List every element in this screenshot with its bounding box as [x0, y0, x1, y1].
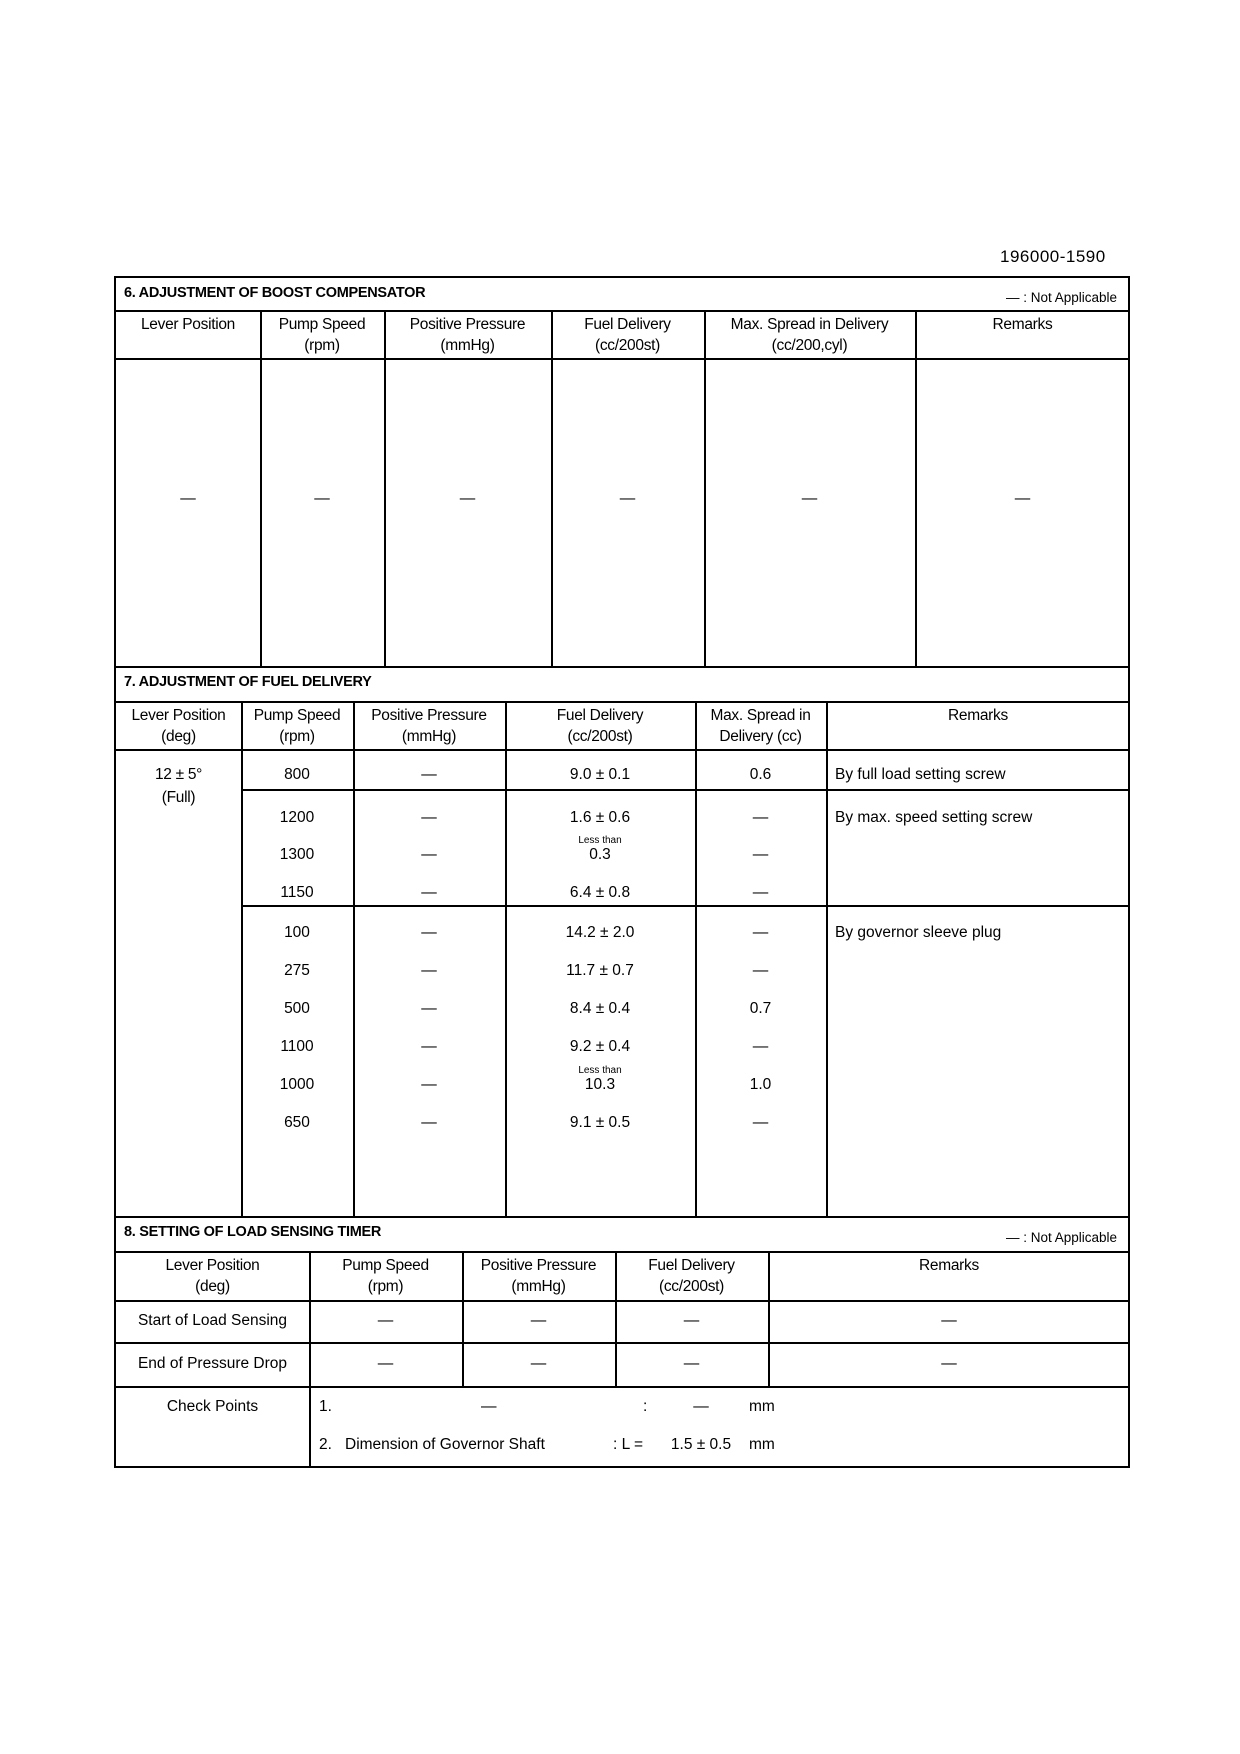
check-points-label: Check Points	[166, 1398, 259, 1415]
section-6-title: 6. ADJUSTMENT OF BOOST COMPENSATOR	[124, 285, 426, 301]
header-fuel-delivery: Fuel Delivery (cc/200st)	[584, 316, 671, 354]
header-pump-speed: Pump Speed (rpm)	[253, 707, 341, 745]
sec6-spread-value: —	[801, 490, 818, 507]
lever-position-value: 12 ± 5° (Full)	[154, 766, 203, 806]
header-positive-pressure: Positive Pressure (mmHg)	[371, 707, 487, 745]
sec6-lever-value: —	[180, 490, 196, 507]
sec6-delivery-value: —	[619, 490, 636, 507]
header-pump-speed: Pump Speed (rpm)	[278, 316, 366, 354]
header-max-spread: Max. Spread in Delivery (cc)	[710, 707, 811, 745]
header-lever-position: Lever Position (deg)	[131, 707, 226, 745]
header-lever-position: Lever Position (deg)	[165, 1257, 260, 1295]
header-positive-pressure: Positive Pressure (mmHg)	[409, 316, 526, 354]
header-pump-speed: Pump Speed (rpm)	[342, 1257, 429, 1295]
header-fuel-delivery: Fuel Delivery (cc/200st)	[648, 1257, 735, 1295]
header-remarks: Remarks	[919, 1257, 979, 1274]
sec6-pressure-value: —	[459, 490, 476, 507]
not-applicable-note: — : Not Applicable	[1006, 290, 1118, 305]
header-fuel-delivery: Fuel Delivery (cc/200st)	[556, 707, 644, 745]
header-positive-pressure: Positive Pressure (mmHg)	[480, 1257, 597, 1295]
section-8-table: 8. SETTING OF LOAD SENSING TIMER — : Not Applicable Lever Position (deg) Pump Speed (rpm) Positive Pressure (mmHg) Fuel Delivery (cc/200st) Remarks Start of Load Sensing — — — — End of Pressure Drop — — — — Check Points 1. — : — mm 2. Dimension of Governor Shaft : L = 1.5 ± 0.5 mm	[114, 1216, 1130, 1468]
sec6-speed-value: —	[314, 490, 330, 507]
less-than-label: Less than	[578, 1065, 622, 1076]
header-remarks: Remarks	[992, 316, 1053, 333]
section-7-title: 7. ADJUSTMENT OF FUEL DELIVERY	[124, 674, 372, 690]
header-lever-position: Lever Position	[140, 316, 236, 333]
row-label: Start of Load Sensing	[137, 1312, 288, 1329]
document-id: 196000-1590	[1000, 247, 1106, 266]
sec6-remarks-value: —	[1014, 490, 1031, 507]
header-max-spread: Max. Spread in Delivery (cc/200,cyl)	[730, 316, 889, 354]
section-6-table	[114, 276, 1130, 668]
not-applicable-note: — : Not Applicable	[1006, 1230, 1118, 1245]
less-than-label: Less than	[578, 835, 622, 846]
section-8-title: 8. SETTING OF LOAD SENSING TIMER	[124, 1224, 382, 1240]
row-label: End of Pressure Drop	[137, 1355, 288, 1372]
header-remarks: Remarks	[948, 707, 1008, 724]
section-7-table: 7. ADJUSTMENT OF FUEL DELIVERY Lever Position (deg) Pump Speed (rpm) Positive Pressure (mmHg) Fuel Delivery (cc/200st) Max. Spread in Delivery (cc) Remarks 12 ± 5° (Full) 800 — 9.0 ± 0.1 0.6 By full load setting screw 1200 — 1.6 ± 0.6 — By max. speed setting screw 1300 — Less than 0.3 — 1150 — 6.4 ± 0.8 — 100 — 14.2 ± 2.0 — By governor sleeve plug 275 — 11.7 ± 0.7 — 500 — 8.4 ± 0.4 0.7 1100 — 9.2 ± 0.4 — 1000 — Less than 10.3 1.0 650 — 9.1 ± 0.5 —	[114, 666, 1130, 1218]
